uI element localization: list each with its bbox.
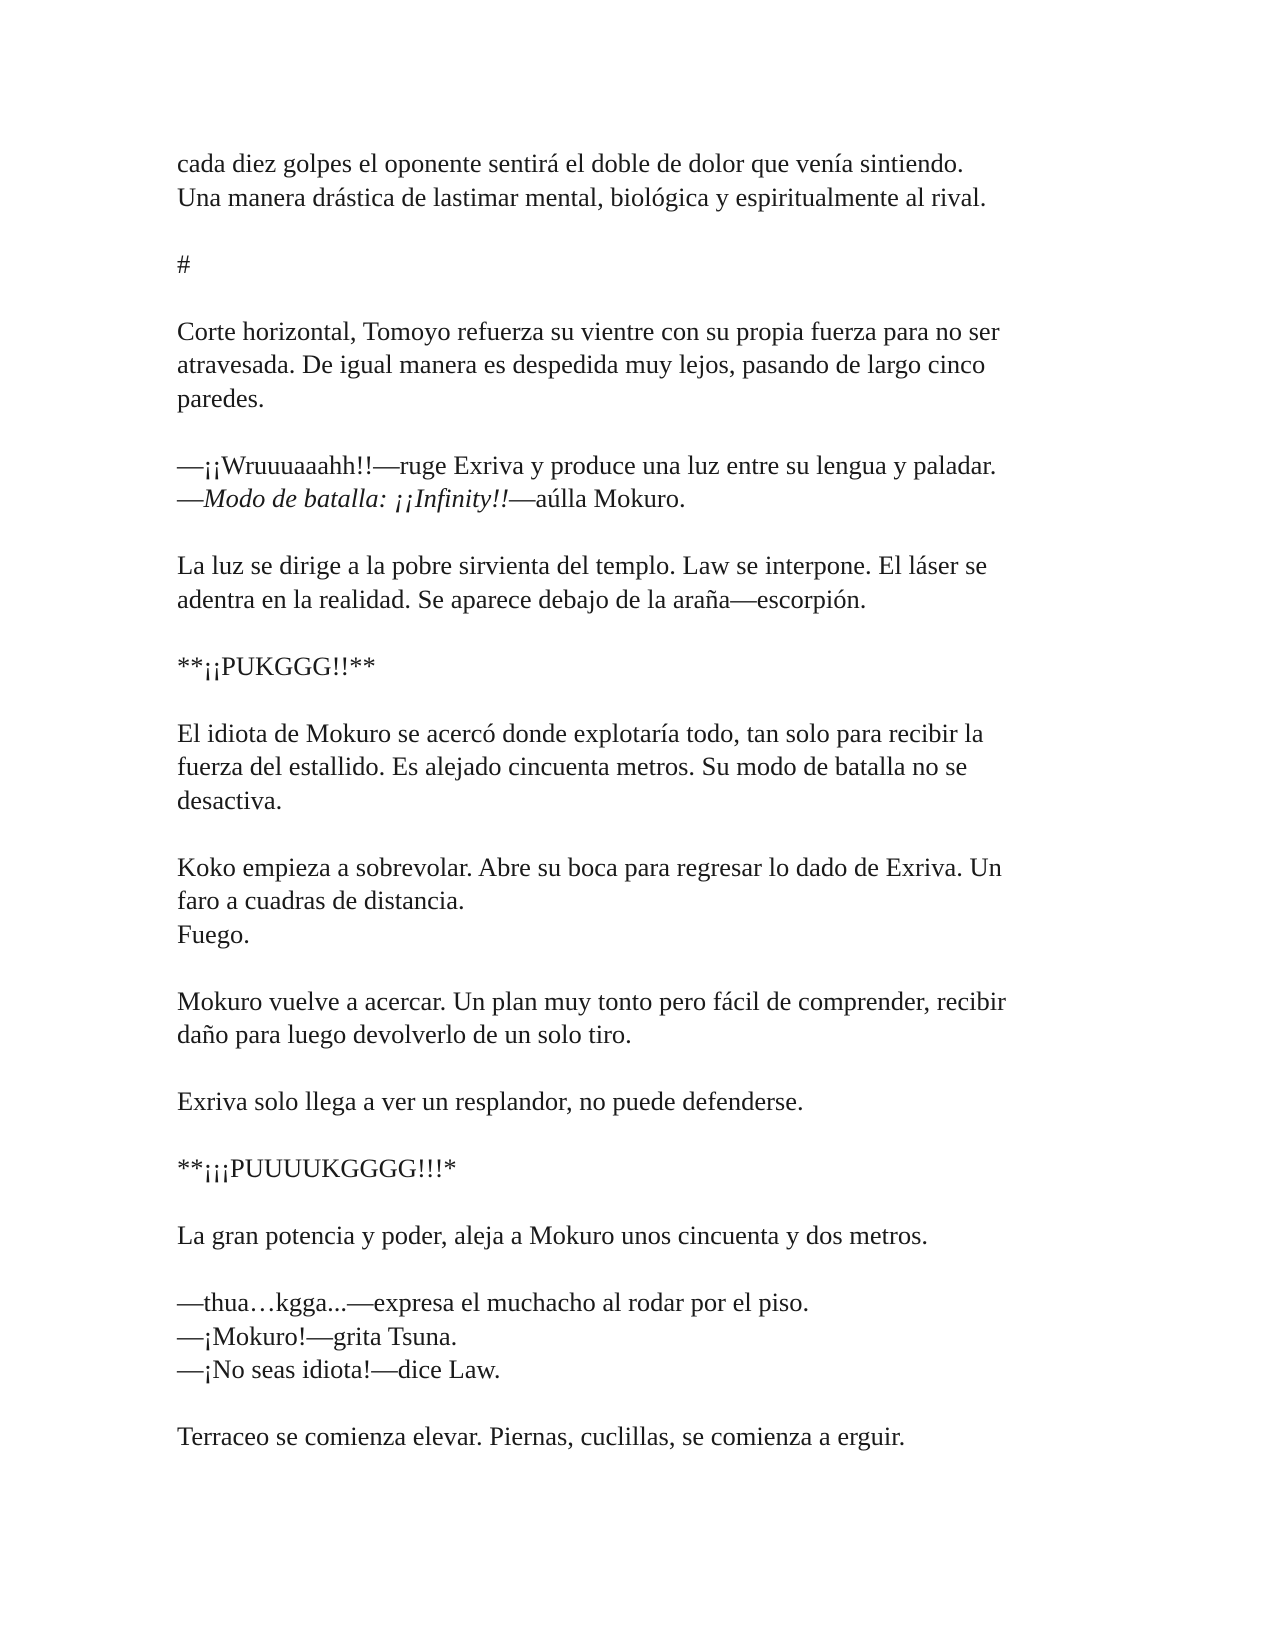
dialogue-line: —¡No seas idiota!—dice Law. bbox=[177, 1354, 501, 1384]
dialogue-line: —¡¡Wruuuaaahh!!—ruge Exriva y produce una luz entre su lengua y paladar. bbox=[177, 449, 997, 480]
blank-line bbox=[177, 214, 1107, 248]
blank-line bbox=[177, 516, 1107, 550]
text-line: faro a cuadras de distancia. bbox=[177, 885, 465, 915]
blank-line bbox=[177, 683, 1107, 717]
text-line: Una manera drástica de lastimar mental, biológica y espiritualmente al rival. bbox=[177, 181, 987, 212]
blank-line bbox=[177, 951, 1107, 985]
text-line: Corte horizontal, Tomoyo refuerza su vientre con su propia fuerza para no ser bbox=[177, 315, 1000, 346]
text-line: Fuego. bbox=[177, 918, 250, 949]
blank-line bbox=[177, 1052, 1107, 1086]
text-line: paredes. bbox=[177, 382, 265, 413]
dialogue-tag: —aúlla Mokuro. bbox=[508, 483, 686, 513]
text-line: adentra en la realidad. Se aparece debajo de la araña—escorpión. bbox=[177, 583, 867, 614]
blank-line bbox=[177, 817, 1107, 851]
italic-dialogue: Modo de batalla: ¡¡Infinity!! bbox=[203, 483, 509, 513]
blank-line bbox=[177, 1387, 1107, 1421]
text-line: desactiva. bbox=[177, 784, 283, 815]
blank-line bbox=[177, 616, 1107, 650]
text-line: Terraceo se comienza elevar. Piernas, cuclillas, se comienza a erguir. bbox=[177, 1421, 906, 1451]
blank-line bbox=[177, 415, 1107, 449]
text-line: cada diez golpes el oponente sentirá el doble de dolor que venía sintiendo. bbox=[177, 148, 964, 178]
text-line: Mokuro vuelve a acercar. Un plan muy tonto pero fácil de comprender, recibir bbox=[177, 985, 1006, 1016]
text-line: fuerza del estallido. Es alejado cincuenta metros. Su modo de batalla no se bbox=[177, 751, 968, 781]
text-line: La gran potencia y poder, aleja a Mokuro unos cincuenta y dos metros. bbox=[177, 1220, 929, 1250]
blank-line bbox=[177, 281, 1107, 315]
dialogue-line: —¡Mokuro!—grita Tsuna. bbox=[177, 1320, 458, 1351]
dialogue-line: —thua…kgga...—expresa el muchacho al rodar por el piso. bbox=[177, 1287, 810, 1317]
scene-break: # bbox=[177, 248, 191, 279]
document-page bbox=[177, 147, 1107, 1454]
text-line: La luz se dirige a la pobre sirvienta del templo. Law se interpone. El láser se bbox=[177, 550, 988, 580]
dialogue-dash: — bbox=[177, 483, 204, 513]
dialogue-line-italic bbox=[177, 482, 1107, 516]
text-line: Koko empieza a sobrevolar. Abre su boca para regresar lo dado de Exriva. Un bbox=[177, 851, 1002, 882]
blank-line bbox=[177, 1253, 1107, 1287]
text-line: Exriva solo llega a ver un resplandor, no puede defenderse. bbox=[177, 1086, 804, 1116]
text-line: atravesada. De igual manera es despedida muy lejos, pasando de largo cinco bbox=[177, 349, 986, 379]
text-line: daño para luego devolverlo de un solo tiro. bbox=[177, 1019, 632, 1049]
sound-effect: **¡¡¡PUUUUKGGGG!!!* bbox=[177, 1153, 457, 1183]
sound-effect: **¡¡PUKGGG!!** bbox=[177, 650, 376, 681]
text-line: El idiota de Mokuro se acercó donde explotaría todo, tan solo para recibir la bbox=[177, 717, 984, 748]
blank-line bbox=[177, 1119, 1107, 1153]
blank-line bbox=[177, 1186, 1107, 1220]
